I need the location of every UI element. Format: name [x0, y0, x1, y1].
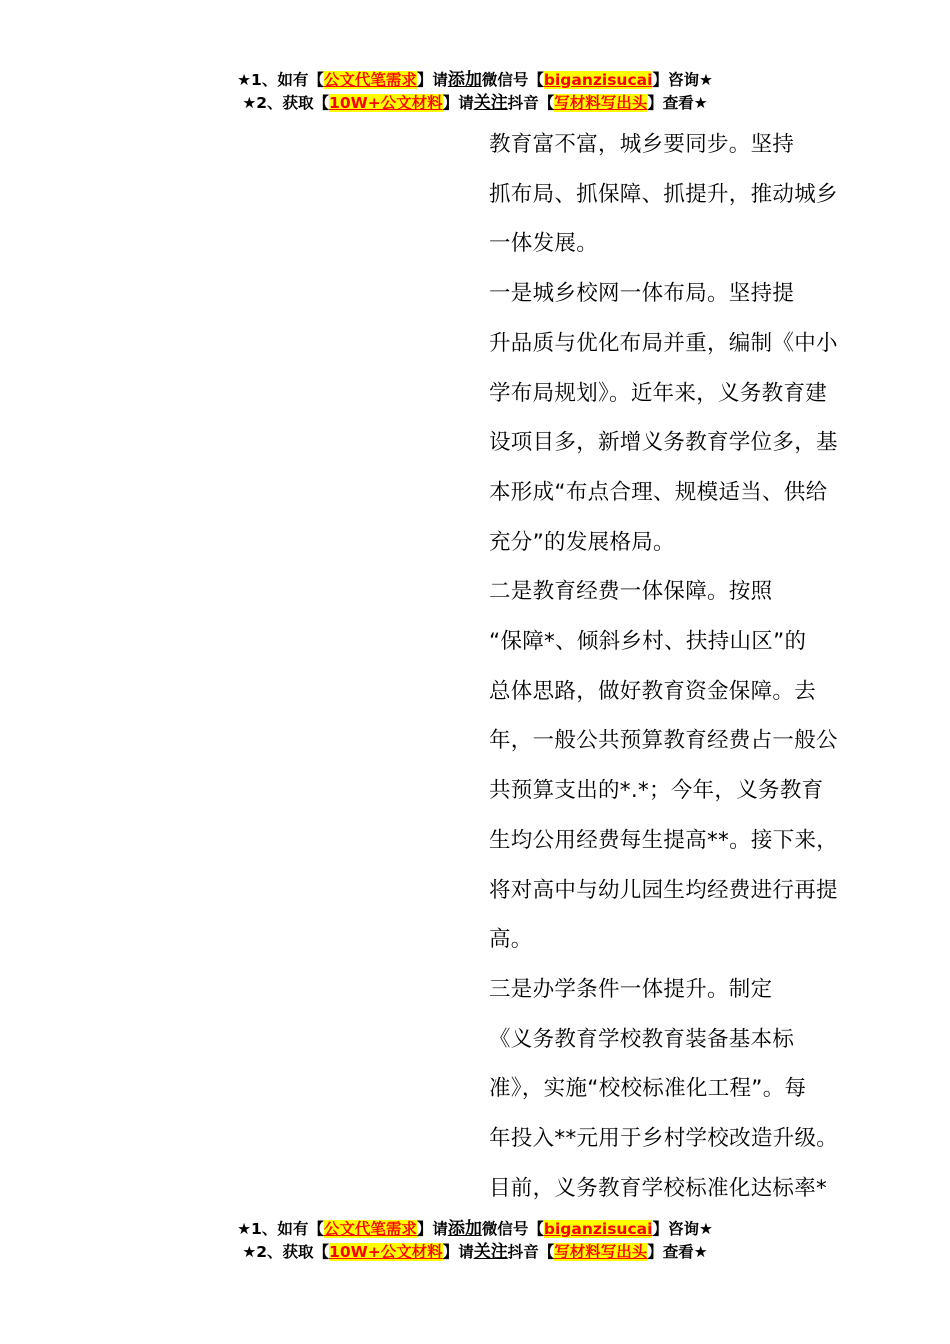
banner-text: ★1、如有【 — [237, 1220, 324, 1238]
text-line: 《义务教育学校教育装备基本标 — [489, 1026, 795, 1052]
text-line: “保障*、倾斜乡村、扶持山区”的 — [489, 629, 807, 655]
document-body — [446, 120, 839, 1213]
text-line: 本形成“布点合理、规模适当、供给 — [489, 479, 828, 505]
text-line: 年，一般公共预算教育经费占一般公 — [489, 728, 838, 754]
banner-text: 微信号【 — [481, 1220, 544, 1238]
text-line: 三是办学条件一体提升。制定 — [489, 976, 773, 1002]
text-line: 一体发展。 — [489, 231, 599, 257]
banner-highlight: 公文代笔需求 — [323, 71, 417, 89]
paragraph-funding — [446, 567, 839, 965]
banner-text: ★2、获取【 — [242, 94, 330, 112]
banner-line-2 — [0, 92, 950, 115]
text-line: 一是城乡校网一体布局。坚持提 — [489, 281, 795, 307]
banner-underline: 添加 — [447, 1219, 482, 1239]
paragraph-school-layout — [446, 269, 838, 567]
paragraph-intro — [446, 120, 838, 269]
text-line: 年投入**元用于乡村学校改造升级。 — [489, 1126, 839, 1152]
banner-highlight: biganzisucai — [543, 1220, 653, 1238]
text-line: 二是教育经费一体保障。按照 — [489, 579, 773, 605]
banner-underline: 添加 — [447, 70, 482, 90]
text-line: 高。 — [489, 927, 533, 953]
footer-banner — [0, 1218, 950, 1264]
banner-text: 微信号【 — [481, 71, 544, 89]
banner-highlight: 写材料写出头 — [554, 1243, 648, 1261]
banner-highlight: 公文代笔需求 — [323, 1220, 417, 1238]
banner-text: 】查看★ — [647, 94, 708, 112]
banner-line-2 — [0, 1241, 950, 1264]
banner-text: ★2、获取【 — [242, 1243, 330, 1261]
banner-highlight: 写材料写出头 — [554, 94, 648, 112]
text-line: 升品质与优化布局并重，编制《中小 — [489, 330, 838, 356]
text-line: 充分”的发展格局。 — [489, 529, 675, 555]
text-line: 设项目多，新增义务教育学位多，基 — [489, 430, 838, 456]
banner-text: 】请 — [442, 1243, 474, 1261]
banner-text: 】查看★ — [647, 1243, 708, 1261]
text-line: 学布局规划》。近年来，义务教育建 — [489, 380, 828, 406]
text-line: 共预算支出的*.*；今年，义务教育 — [489, 778, 824, 804]
banner-text: 】请 — [416, 1220, 448, 1238]
banner-highlight: 10W+公文材料 — [329, 1243, 443, 1261]
text-line: 将对高中与幼儿园生均经费进行再提 — [489, 877, 838, 903]
banner-highlight: biganzisucai — [543, 71, 653, 89]
header-banner — [0, 69, 950, 115]
banner-line-1 — [0, 1218, 950, 1241]
banner-text: 】咨询★ — [652, 71, 713, 89]
text-line: 目前，义务教育学校标准化达标率* — [489, 1175, 828, 1201]
banner-underline: 关注 — [473, 93, 508, 113]
text-line: 生均公用经费每生提高**。接下来， — [489, 827, 839, 853]
banner-text: 】请 — [416, 71, 448, 89]
banner-line-1 — [0, 69, 950, 92]
banner-text: 】请 — [442, 94, 474, 112]
banner-text: 抖音【 — [507, 94, 555, 112]
text-line: 教育富不富，城乡要同步。坚持 — [489, 132, 795, 157]
banner-text: 抖音【 — [507, 1243, 555, 1261]
banner-text: ★1、如有【 — [237, 71, 324, 89]
banner-underline: 关注 — [473, 1242, 508, 1262]
paragraph-conditions — [446, 965, 839, 1214]
text-line: 准》，实施“校校标准化工程”。每 — [489, 1076, 807, 1102]
text-line: 抓布局、抓保障、抓提升，推动城乡 — [489, 181, 838, 207]
text-line: 总体思路，做好教育资金保障。去 — [489, 678, 817, 704]
banner-text: 】咨询★ — [652, 1220, 713, 1238]
banner-highlight: 10W+公文材料 — [329, 94, 443, 112]
